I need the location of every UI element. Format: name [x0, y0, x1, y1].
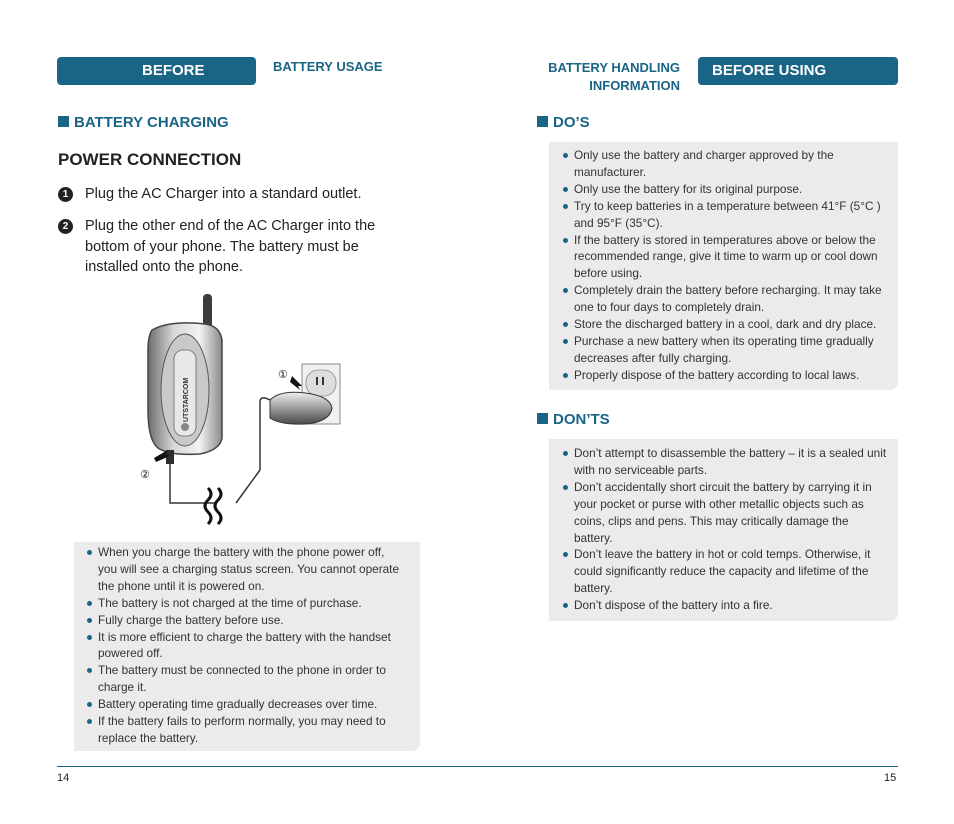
charger-cable — [170, 464, 215, 503]
list-item: Don’t attempt to disassemble the battery – it is a sealed unit with no serviceable parts. — [561, 445, 888, 479]
callout-1: ① — [278, 368, 288, 381]
before-using-tab-right: BEFORE USING — [698, 57, 898, 85]
dos-heading — [537, 114, 590, 131]
footer-rule-left — [57, 766, 440, 767]
list-item: Try to keep batteries in a temperature between 41°F (5°C ) and 95°F (35°C). — [561, 198, 888, 232]
callout-2: ② — [140, 468, 150, 481]
list-item: Fully charge the battery before use. — [85, 612, 406, 629]
square-bullet-icon — [58, 116, 69, 127]
battery-usage-label: BATTERY USAGE — [273, 59, 383, 74]
donts-box — [549, 439, 898, 621]
square-bullet-icon — [537, 413, 548, 424]
list-item: It is more efficient to charge the battery with the handset powered off. — [85, 629, 406, 663]
list-item: If the battery fails to perform normally, you may need to replace the battery. — [85, 713, 406, 747]
dos-list — [549, 142, 898, 384]
step-2 — [58, 216, 398, 278]
battery-charging-heading-text: BATTERY CHARGING — [74, 114, 229, 131]
list-item: Completely drain the battery before recharging. It may take one to four days to completely drain. — [561, 282, 888, 316]
list-item: Battery operating time gradually decreases over time. — [85, 696, 406, 713]
before-using-tab-left: BEFORE USING — [57, 57, 256, 85]
dos-heading-text: DO’S — [553, 114, 590, 131]
arrow-icon-1 — [290, 376, 302, 390]
battery-handling-label — [540, 59, 680, 95]
donts-heading — [537, 411, 610, 428]
charging-notes-box — [74, 542, 420, 751]
battery-charging-heading — [58, 114, 229, 131]
list-item: Store the discharged battery in a cool, dark and dry place. — [561, 316, 888, 333]
charging-notes-list — [74, 542, 420, 747]
list-item: Only use the battery for its original purpose. — [561, 181, 888, 198]
list-item: Only use the battery and charger approved by the manufacturer. — [561, 147, 888, 181]
list-item: Properly dispose of the battery according to local laws. — [561, 367, 888, 384]
list-item: If the battery is stored in temperatures above or below the recommended range, give it time to warm up or cool down before using. — [561, 232, 888, 283]
power-connection-subheading: POWER CONNECTION — [58, 150, 242, 169]
phone-brand-logo: UTSTARCOM — [183, 377, 190, 422]
step-1-number-icon: 1 — [58, 187, 73, 202]
ac-charger-plug — [270, 392, 332, 424]
footer-rule-right — [440, 766, 898, 767]
list-item: When you charge the battery with the phone power off, you will see a charging status screen. You cannot operate the phone until it is powered on. — [85, 544, 406, 595]
list-item: The battery must be connected to the phone in order to charge it. — [85, 662, 406, 696]
step-1 — [58, 184, 398, 205]
donts-heading-text: DON’TS — [553, 411, 610, 428]
step-2-number-icon: 2 — [58, 219, 73, 234]
battery-handling-label-line1: BATTERY HANDLING — [548, 60, 680, 75]
step-2-text: Plug the other end of the AC Charger into the bottom of your phone. The battery must be installed onto the phone. — [85, 218, 376, 275]
charging-illustration — [130, 290, 360, 530]
page-number-right: 15 — [884, 772, 897, 784]
list-item: Don’t dispose of the battery into a fire. — [561, 597, 888, 614]
list-item: The battery is not charged at the time of purchase. — [85, 595, 406, 612]
list-item: Don’t leave the battery in hot or cold temps. Otherwise, it could significantly reduce the capacity and lifetime of the battery. — [561, 546, 888, 597]
list-item: Don’t accidentally short circuit the battery by carrying it in your pocket or purse with other metallic objects such as coins, clips and pens. This may critically damage the battery. — [561, 479, 888, 547]
step-1-text: Plug the AC Charger into a standard outlet. — [85, 186, 362, 202]
list-item: Purchase a new battery when its operating time gradually decreases after fully charging. — [561, 333, 888, 367]
square-bullet-icon — [537, 116, 548, 127]
battery-handling-label-line2: INFORMATION — [589, 78, 680, 93]
donts-list — [549, 439, 898, 614]
page-number-left: 14 — [57, 772, 70, 784]
squiggle-icon — [205, 488, 211, 524]
dos-box — [549, 142, 898, 390]
